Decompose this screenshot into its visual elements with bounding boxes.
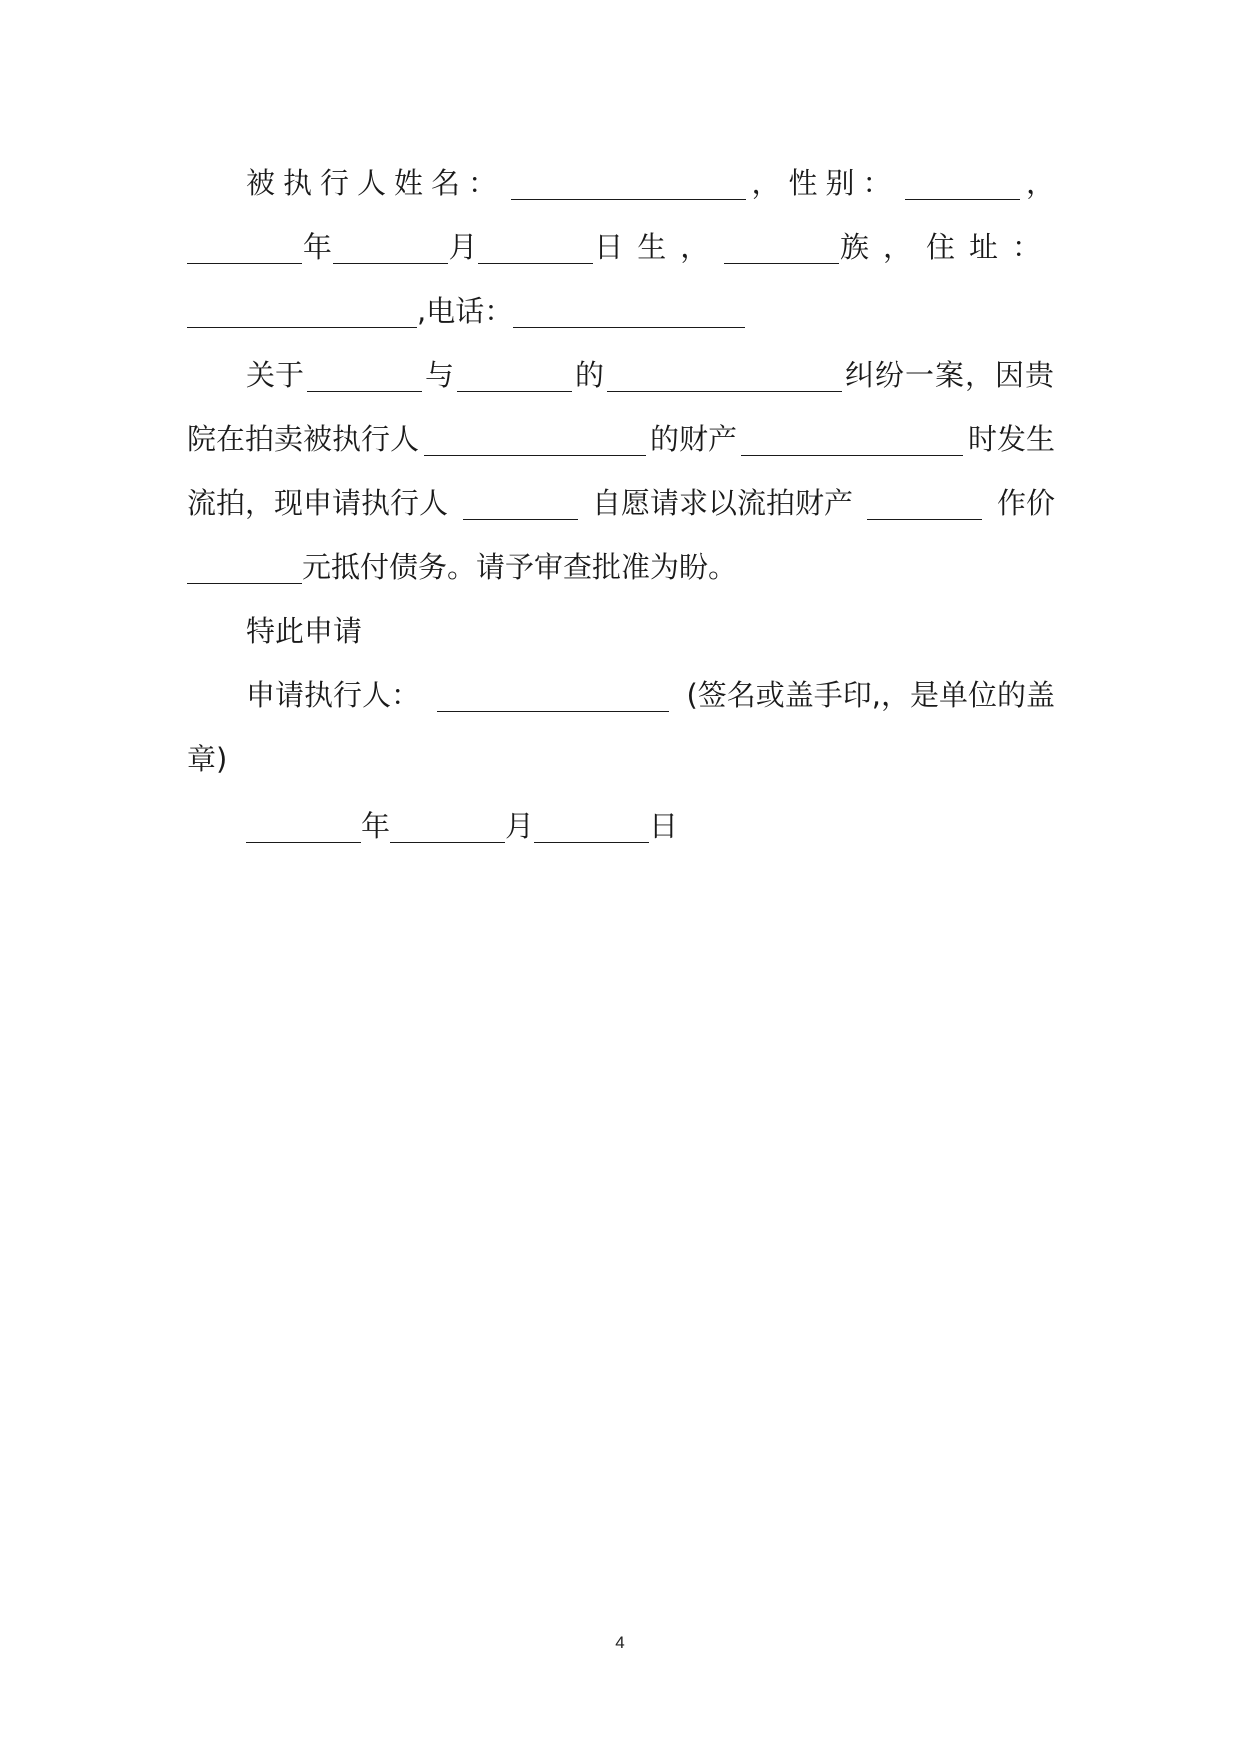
applicant-signature-line xyxy=(246,672,1055,718)
blank-gender[interactable] xyxy=(905,169,1020,200)
blank-defendant[interactable] xyxy=(424,425,646,456)
case-line xyxy=(246,352,1055,398)
blank-address[interactable] xyxy=(187,297,417,328)
blank-phone[interactable] xyxy=(513,297,745,328)
address-phone-line xyxy=(187,288,1055,334)
blank-defendant-name[interactable] xyxy=(511,169,746,200)
label-defendant-name: 被执行人姓名： xyxy=(246,166,506,200)
label-date-year: 年 xyxy=(361,809,391,843)
blank-applicant[interactable] xyxy=(463,489,578,520)
label-court-auction: 院在拍卖被执行人 xyxy=(187,422,420,456)
blank-date-day[interactable] xyxy=(534,812,649,843)
blank-birth-month[interactable] xyxy=(333,233,448,264)
label-gender: ，性别： xyxy=(751,166,900,200)
label-signature-note: (签名或盖手印,，是单位的盖 xyxy=(686,678,1055,712)
hereby-line xyxy=(246,608,1114,654)
birth-address-line xyxy=(187,224,1055,270)
auction-line xyxy=(187,416,1055,462)
label-property: 的财产 xyxy=(649,422,737,456)
blank-date-year[interactable] xyxy=(246,812,361,843)
request-line xyxy=(187,480,1055,526)
label-of: 的 xyxy=(574,358,604,392)
label-failed-auction: 流拍，现申请执行人 xyxy=(187,486,449,520)
label-occurred: 时发生 xyxy=(967,422,1055,456)
blank-amount[interactable] xyxy=(187,553,302,584)
label-year: 年 xyxy=(302,230,332,264)
label-and: 与 xyxy=(424,358,454,392)
blank-birth-year[interactable] xyxy=(187,233,302,264)
blank-property[interactable] xyxy=(741,425,963,456)
page-number: 4 xyxy=(615,1633,625,1652)
blank-ethnicity[interactable] xyxy=(724,233,839,264)
blank-date-month[interactable] xyxy=(390,812,505,843)
blank-birth-day[interactable] xyxy=(478,233,593,264)
label-dispute-case: 纠纷一案，因贵 xyxy=(844,358,1055,392)
label-voluntary-request: 自愿请求以流拍财产 xyxy=(591,486,853,520)
blank-applicant-signature[interactable] xyxy=(437,681,669,712)
label-offset-debt: 元抵付债务。请予审查批准为盼。 xyxy=(302,550,738,584)
blank-dispute-type[interactable] xyxy=(607,361,842,392)
date-line xyxy=(246,803,1114,849)
label-date-month: 月 xyxy=(505,809,535,843)
blank-failed-property[interactable] xyxy=(867,489,982,520)
label-seal: 章) xyxy=(187,742,228,776)
label-priced: 作价 xyxy=(996,486,1055,520)
comma: ， xyxy=(1025,166,1055,200)
label-applicant: 申请执行人： xyxy=(246,678,421,712)
defendant-name-line xyxy=(246,160,1055,206)
blank-party-a[interactable] xyxy=(307,361,422,392)
seal-line xyxy=(187,736,1055,782)
label-date-day: 日 xyxy=(649,809,679,843)
label-day-born: 日生， xyxy=(594,230,724,264)
label-month: 月 xyxy=(448,230,478,264)
blank-party-b[interactable] xyxy=(457,361,572,392)
label-regarding: 关于 xyxy=(246,358,305,392)
label-phone: ,电话： xyxy=(417,294,514,328)
label-ethnicity-address: 族，住址： xyxy=(839,230,1055,264)
amount-line xyxy=(187,544,1055,590)
label-hereby-apply: 特此申请 xyxy=(246,614,363,648)
